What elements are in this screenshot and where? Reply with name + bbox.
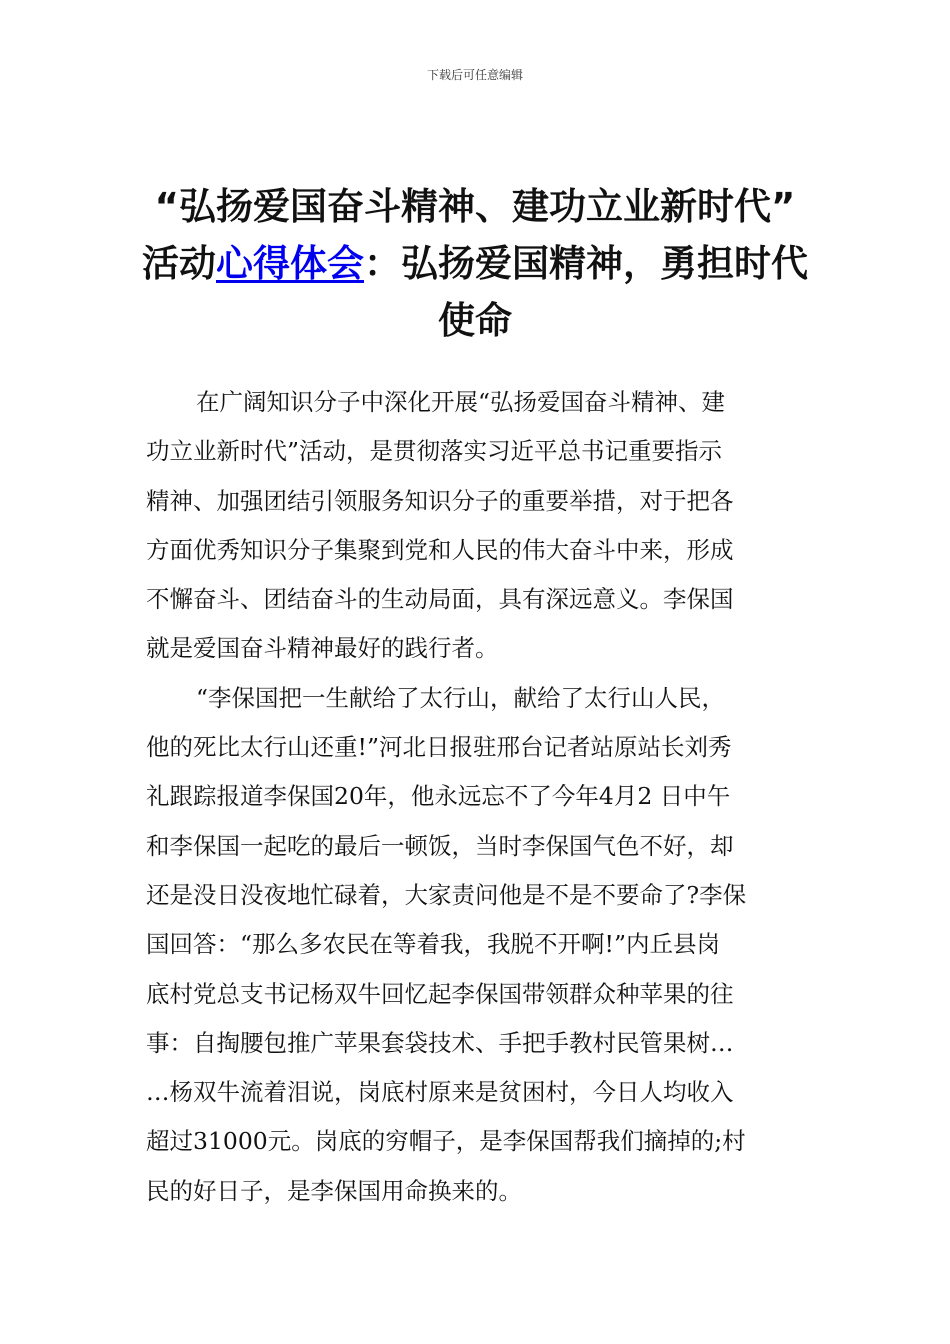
title-line-2-suffix: ：弘扬爱国精神，勇担时代 (364, 242, 808, 285)
paragraph-line: 功立业新时代”活动，是贯彻落实习近平总书记重要指示 (146, 437, 723, 466)
paragraph-line: 不懈奋斗、团结奋斗的生动局面，具有深远意义。李保国 (146, 585, 734, 614)
paragraph-line: 还是没日没夜地忙碌着，大家责问他是不是不要命了?李保 (146, 880, 747, 909)
paragraph-1 (146, 378, 806, 674)
header-note: 下载后可任意编辑 (426, 68, 523, 82)
paragraph-line: 他的死比太行山还重!”河北日报驻邢台记者站原站长刘秀 (146, 733, 732, 762)
title-line-3: 使命 (438, 299, 512, 342)
paragraph-line: 超过31000元。岗底的穷帽子，是李保国帮我们摘掉的;村 (146, 1127, 746, 1156)
title-line-2 (140, 235, 810, 292)
paragraph-line: 底村党总支书记杨双牛回忆起李保国带领群众种苹果的往 (146, 979, 734, 1008)
paragraph-line: 国回答：“那么多农民在等着我，我脱不开啊!”内丘县岗 (146, 930, 720, 959)
document-title (140, 178, 810, 349)
paragraph-line: 和李保国一起吃的最后一顿饭，当时李保国气色不好，却 (146, 831, 734, 860)
paragraph-line: 精神、加强团结引领服务知识分子的重要举措，对于把各 (146, 486, 734, 515)
paragraph-line: 方面优秀知识分子集聚到党和人民的伟大奋斗中来，形成 (146, 535, 734, 564)
paragraph-2 (146, 674, 806, 1216)
title-keyword-link[interactable]: 心得体会 (216, 242, 364, 285)
paragraph-line: 民的好日子，是李保国用命换来的。 (146, 1176, 522, 1205)
document-body (146, 378, 806, 1216)
paragraph-line: 在广阔知识分子中深化开展“弘扬爱国奋斗精神、建 (196, 388, 726, 416)
title-line-1: “弘扬爱国奋斗精神、建功立业新时代” (154, 185, 796, 228)
title-line-2-prefix: 活动 (142, 242, 216, 285)
paragraph-line: 礼跟踪报道李保国20年，他永远忘不了今年4月2 日中午 (146, 782, 731, 811)
paragraph-line: 事：自掏腰包推广苹果套袋技术、手把手教村民管果树… (146, 1028, 734, 1057)
paragraph-line: “李保国把一生献给了太行山，献给了太行山人民， (196, 683, 726, 712)
paragraph-line: …杨双牛流着泪说，岗底村原来是贫困村，今日人均收入 (146, 1078, 734, 1107)
paragraph-line: 就是爱国奋斗精神最好的践行者。 (146, 634, 499, 663)
